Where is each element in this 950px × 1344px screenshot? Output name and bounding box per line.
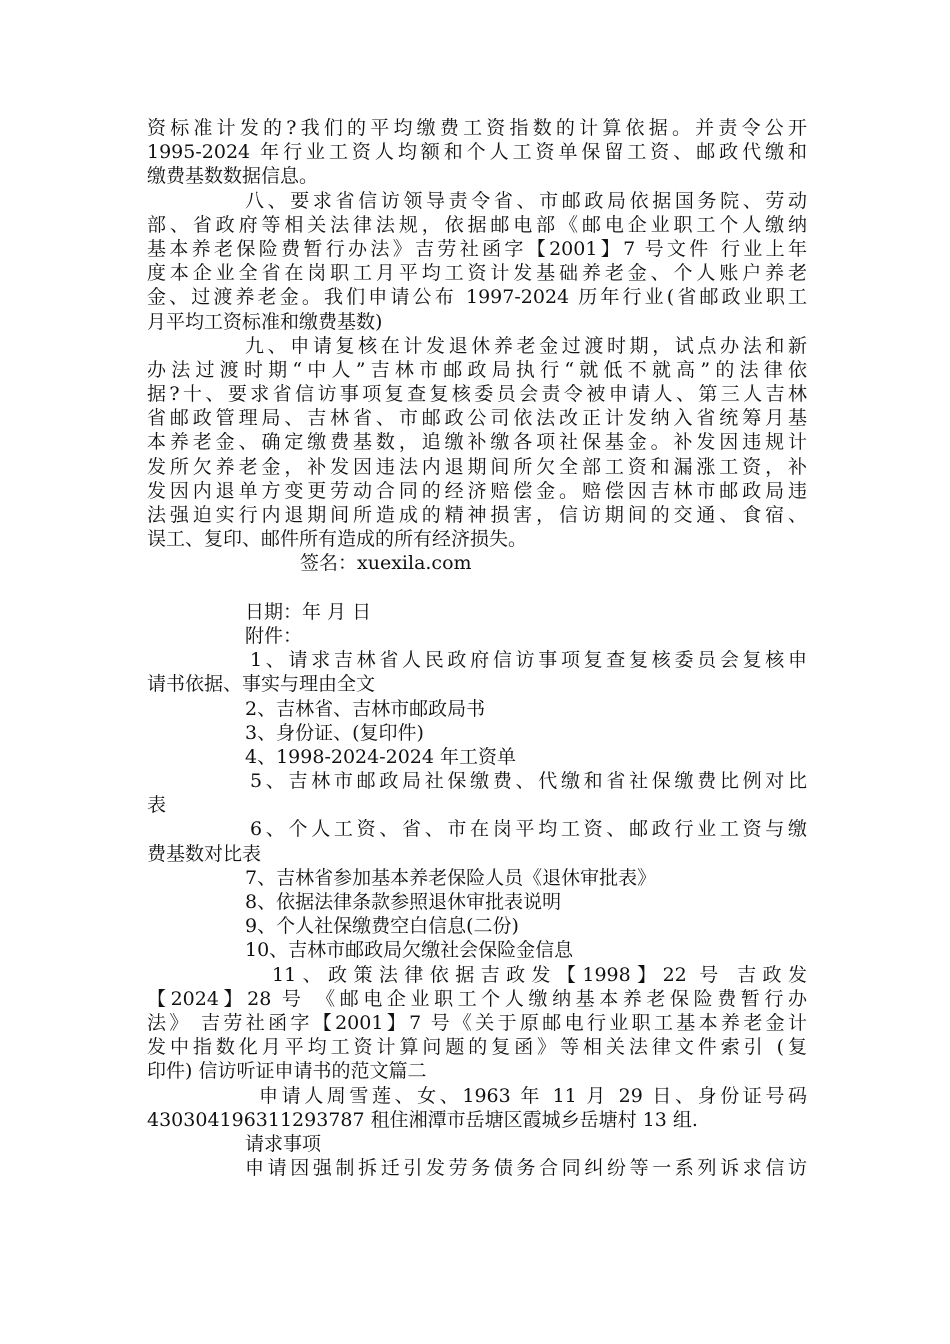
text-line: 表 (147, 794, 167, 817)
blank-line (147, 576, 807, 600)
text-line: 请书依据、事实与理由全文 (147, 673, 376, 696)
attachment-item: 4、1998-2024-2024 年工资单 (245, 745, 517, 768)
text-line: 430304196311293787 租住湘潭市岳塘区霞城乡岳塘村 13 组. (147, 1108, 698, 1131)
text-line: 法强迫实行内退期间所造成的精神损害，信访期间的交通、食宿、 (147, 504, 807, 526)
attachments-heading: 附件： (245, 624, 303, 647)
applicant-line: 申请人周雪莲、女、1963 年 11 月 29 日、身份证号码 (259, 1084, 807, 1107)
text-line: 发所欠养老金，补发因违法内退期间所欠全部工资和漏涨工资，补 (147, 455, 807, 478)
attachment-item: 6、个人工资、省、市在岗平均工资、邮政行业工资与缴 (250, 818, 807, 841)
text-line: 发因内退单方变更劳动合同的经济赔偿金。赔偿因吉林市邮政局违 (147, 479, 807, 502)
date-line: 日期：年 月 日 (245, 600, 372, 623)
text-line: 资标准计发的?我们的平均缴费工资指数的计算依据。并责令公开 (147, 117, 807, 139)
text-line: 法》 吉劳社函字【2001】7 号《关于原邮电行业职工基本养老金计 (147, 1011, 807, 1034)
attachment-item: 9、个人社保缴费空白信息(二份) (245, 915, 519, 938)
text-line: 部、省政府等相关法律法规，依据邮电部《邮电企业职工个人缴纳 (147, 213, 807, 236)
attachment-item: 1、请求吉林省人民政府信访事项复查复核委员会复核申 (250, 649, 807, 672)
attachment-item: 2、吉林省、吉林市邮政局书 (245, 697, 486, 720)
text-line: 缴费基数数据信息。 (147, 165, 319, 188)
request-heading: 请求事项 (245, 1132, 322, 1155)
attachment-item: 3、身份证、(复印件) (245, 721, 424, 744)
paragraph-eight-first-line: 八、要求省信访领导责令省、市邮政局依据国务院、劳动 (245, 189, 807, 212)
text-line: 省邮政管理局、吉林省、市邮政公司依法改正计发纳入省统筹月基 (147, 407, 807, 430)
text-line: 度本企业全省在岗职工月平均工资计发基础养老金、个人账户养老 (147, 262, 807, 285)
text-line: 办法过渡时期“中人”吉林市邮政局执行“就低不就高”的法律依 (147, 358, 807, 381)
text-line: 费基数对比表 (147, 842, 262, 865)
text-line: 金、过渡养老金。我们申请公布 1997-2024 历年行业(省邮政业职工 (147, 286, 807, 309)
paragraph-nine-first-line: 九、申请复核在计发退休养老金过渡时期，试点办法和新 (245, 334, 807, 357)
text-line: 印件) 信访听证申请书的范文篇二 (147, 1060, 427, 1083)
text-line: 1995-2024 年行业工资人均额和个人工资单保留工资、邮政代缴和 (147, 141, 807, 164)
attachment-item: 5、吉林市邮政局社保缴费、代缴和省社保缴费比例对比 (250, 770, 807, 793)
attachment-item: 11、政策法律依据吉政发【1998】22 号 吉政发 (272, 963, 807, 986)
attachment-item: 7、吉林省参加基本养老保险人员《退休审批表》 (245, 866, 657, 889)
text-line: 申请因强制拆迁引发劳务债务合同纠纷等一系列诉求信访 (245, 1157, 807, 1180)
attachment-item: 8、依据法律条款参照退休审批表说明 (245, 891, 562, 913)
text-line: 本养老金、确定缴费基数，追缴补缴各项社保基金。补发因违规计 (147, 431, 807, 454)
signature-line: 签名：xuexila.com (300, 552, 472, 575)
attachment-item: 10、吉林市邮政局欠缴社会保险金信息 (245, 939, 574, 962)
text-line: 发中指数化月平均工资计算问题的复函》等相关法律文件索引 (复 (147, 1036, 807, 1059)
text-line: 据?十、要求省信访事项复查复核委员会责令被申请人、第三人吉林 (147, 383, 807, 406)
text-line: 【2024】28 号 《邮电企业职工个人缴纳基本养老保险费暂行办 (147, 987, 807, 1010)
document-page (147, 116, 807, 1180)
text-line: 月平均工资标准和缴费基数) (147, 310, 383, 333)
text-line: 基本养老保险费暂行办法》吉劳社函字【2001】7 号文件 行业上年 (147, 237, 807, 260)
text-line: 误工、复印、邮件所有造成的所有经济损失。 (147, 528, 528, 551)
